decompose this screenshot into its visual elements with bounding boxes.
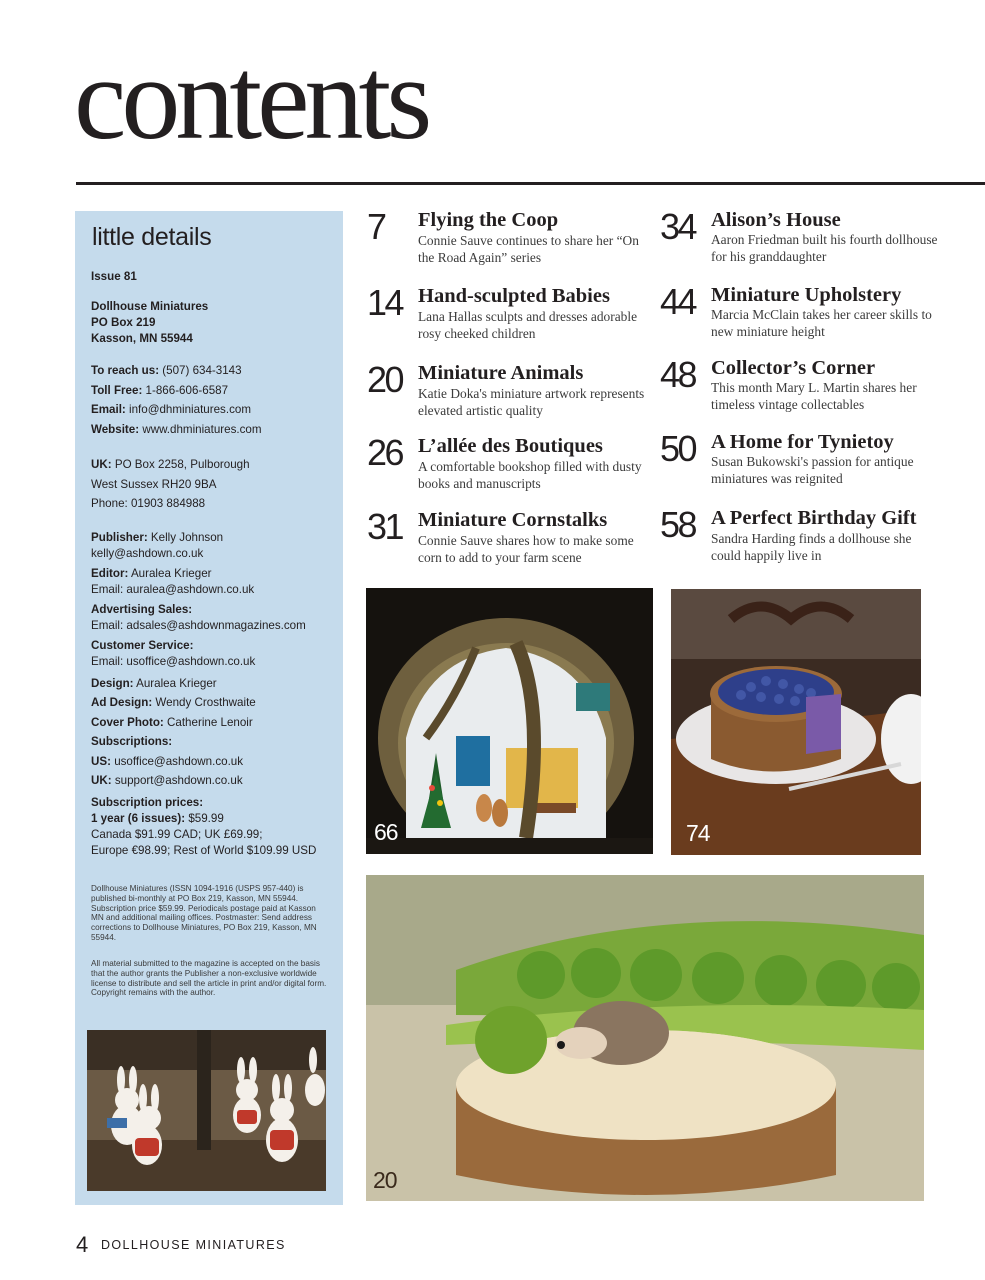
editor-email[interactable]: Email: auralea@ashdown.co.uk [91,582,255,596]
customer-service-email[interactable]: Email: usoffice@ashdown.co.uk [91,654,256,668]
blueberry-pie-illustration [671,589,921,855]
toc-page-number: 26 [367,432,403,473]
tree-house-scene-illustration [366,588,653,854]
contact-email[interactable]: Email: info@dhminiatures.com [91,403,251,416]
sidebar-details [91,269,337,859]
photo-page-number: 20 [373,1167,397,1193]
subscription-prices-label: Subscription prices: [91,795,204,809]
toc-description: Aaron Friedman built his fourth dollhouse for his granddaughter [711,232,938,264]
photo-page-74[interactable] [671,589,921,855]
sidebar-heading: little details [92,223,212,251]
copyright-notice: All material submitted to the magazine is accepted on the basis that the author grants the Publisher a non-exclusive worldwide license to distribute and sell the article in print and/or digital form. Copyright remains with the author. [91,959,327,998]
toc-description: Marcia McClain takes her career skills to new miniature height [711,307,932,339]
subscription-price-canada-uk: Canada $91.99 CAD; UK £69.99; [91,827,263,841]
uk-office-line-2: West Sussex RH20 9BA [91,477,217,491]
photo-page-number: 74 [686,820,710,846]
address-line-2: PO Box 219 [91,316,156,329]
toc-page-number: 20 [367,359,403,400]
photo-page-number: 66 [374,819,398,845]
page-title: contents [74,33,428,164]
rabbit-figurines-illustration [87,1030,326,1191]
toc-page-number: 34 [660,206,696,247]
toc-description: Katie Doka's miniature artwork represents elevated artistic quality [418,386,645,418]
toc-page-number: 48 [660,354,696,395]
toc-description: Susan Bukowski's passion for antique miniatures was reignited [711,454,914,486]
contact-website[interactable]: Website: www.dhminiatures.com [91,422,262,436]
toc-title: Hand-sculpted Babies [418,285,610,307]
toc-title: Collector’s Corner [711,357,876,379]
toc-page-number: 50 [660,428,696,469]
toc-description: Connie Sauve continues to share her “On the Road Again” series [418,233,639,265]
toc-title: Miniature Cornstalks [418,509,608,531]
toc-page-number: 44 [660,281,696,322]
publication-name: DOLLHOUSE MINIATURES [101,1238,286,1252]
address-line-3: Kasson, MN 55944 [91,332,193,345]
toc-title: A Home for Tynietoy [711,431,894,453]
toc-page-number: 31 [367,506,403,547]
publication-notice: Dollhouse Miniatures (ISSN 1094-1916 (USPS 957-440) is published bi-monthly at PO Box 219, Kasson, MN 55944. Subscription price $59.99. Periodicals postage paid at Kasson MN and additional mailing offices. Postmaster: Send address corrections to Dollhouse Miniatures, PO Box 219, Kasson, MN 55944. [91,884,317,942]
toc-page-number: 14 [367,282,403,323]
design-credit: Design: Auralea Krieger [91,676,217,690]
issue-number: Issue 81 [91,270,137,283]
subscription-price-europe-world: Europe €98.99; Rest of World $109.99 USD [91,843,317,857]
toc-page-number: 7 [367,206,385,247]
toc-title: Miniature Upholstery [711,284,902,306]
advertising-label: Advertising Sales: [91,602,193,616]
subscriptions-uk[interactable]: UK: support@ashdown.co.uk [91,774,243,787]
page-footer [76,1232,286,1258]
toc-description: A comfortable bookshop filled with dusty books and manuscripts [418,459,642,491]
toc-description: Sandra Harding finds a dollhouse she could happily live in [711,531,912,563]
uk-office: UK: PO Box 2258, Pulborough [91,458,250,471]
toc-title: L’allée des Boutiques [418,435,603,457]
contact-toll-free: Toll Free: 1-866-606-6587 [91,383,229,397]
subscriptions-label: Subscriptions: [91,735,173,748]
publisher-email[interactable]: kelly@ashdown.co.uk [91,546,204,560]
toc-page-number: 58 [660,504,696,545]
little-details-sidebar [75,211,343,1205]
toc-title: Flying the Coop [418,209,559,231]
toc-description: This month Mary L. Martin shares her timeless vintage collectables [711,380,917,412]
customer-service-label: Customer Service: [91,638,194,652]
contact-phone: To reach us: (507) 634-3143 [91,364,242,377]
cover-photo-credit: Cover Photo: Catherine Lenoir [91,715,253,729]
subscriptions-us[interactable]: US: usoffice@ashdown.co.uk [91,754,244,768]
uk-office-phone: Phone: 01903 884988 [91,497,206,510]
photo-page-66[interactable] [366,588,653,854]
publisher: Publisher: Kelly Johnson [91,530,224,544]
hedgehog-with-pea-illustration [366,875,924,1201]
rabbit-figurines-photo [87,1030,326,1191]
toc-description: Connie Sauve shares how to make some corn to add to your farm scene [418,533,634,565]
advertising-email[interactable]: Email: adsales@ashdownmagazines.com [91,618,306,632]
address-line-1: Dollhouse Miniatures [91,300,209,313]
title-rule [76,182,985,185]
editor: Editor: Auralea Krieger [91,566,212,580]
toc-description: Lana Hallas sculpts and dresses adorable rosy cheeked children [418,309,638,341]
page-number: 4 [76,1232,89,1257]
toc-title: Miniature Animals [418,362,584,384]
subscription-price-us: 1 year (6 issues): $59.99 [91,811,224,825]
toc-title: A Perfect Birthday Gift [711,507,917,529]
photo-page-20[interactable] [366,875,924,1201]
ad-design-credit: Ad Design: Wendy Crosthwaite [91,696,256,709]
toc-title: Alison’s House [711,209,841,231]
